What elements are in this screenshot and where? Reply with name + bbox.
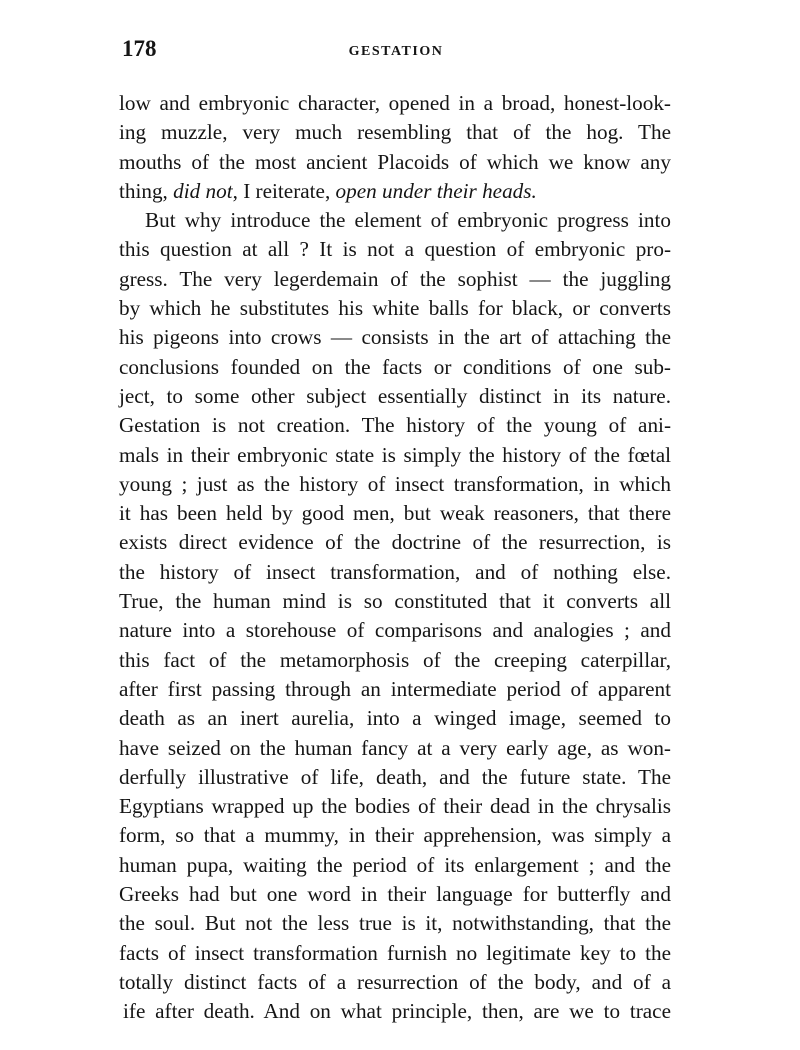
page-number: 178 <box>122 36 157 61</box>
text-line: the history of insect transformation, and of nothing else. <box>119 559 671 584</box>
text-line: young ; just as the history of insect transformation, in which <box>119 471 671 496</box>
running-title: GESTATION <box>348 44 444 59</box>
text-line: death as an inert aurelia, into a winged image, seemed to <box>119 706 671 731</box>
text-line: mals in their embryonic state is simply the history of the fœtal <box>119 442 671 467</box>
text-line: this fact of the metamorphosis of the creeping caterpillar, <box>119 647 671 672</box>
text-line: ject, to some other subject essentially distinct in its nature. <box>119 383 671 408</box>
text-line: Egyptians wrapped up the bodies of their dead in the chrysalis <box>119 794 671 819</box>
emphasis-text: did not <box>173 178 233 203</box>
text-line: facts of insect transformation furnish no legitimate key to the <box>119 940 671 965</box>
text-line: gress. The very legerdemain of the sophist — the juggling <box>119 266 671 291</box>
emphasis-text: open under their heads. <box>335 178 537 203</box>
text-line: by which he substitutes his white balls for black, or converts <box>119 296 671 321</box>
running-head <box>120 36 672 66</box>
text-line: exists direct evidence of the doctrine of the resurrection, is <box>119 530 671 555</box>
text-line: Greeks had but one word in their language for butterfly and <box>119 882 671 907</box>
body-text <box>119 89 671 1027</box>
text-line: True, the human mind is so constituted that it converts all <box>119 589 671 614</box>
text-line <box>119 177 671 206</box>
text-line: form, so that a mummy, in their apprehension, was simply a <box>119 823 671 848</box>
text-line: ing muzzle, very much resembling that of the hog. The <box>119 120 671 145</box>
text-line: have seized on the human fancy at a very early age, as won- <box>119 735 671 760</box>
text-line: conclusions founded on the facts or conditions of one sub- <box>119 354 671 379</box>
text-line: nature into a storehouse of comparisons and analogies ; and <box>119 618 671 643</box>
text-line: ife after death. And on what principle, then, are we to trace <box>123 999 671 1024</box>
text-line: Gestation is not creation. The history of the young of ani- <box>119 413 671 438</box>
text-line: it has been held by good men, but weak reasoners, that there <box>119 501 671 526</box>
paragraph-first-line: But why introduce the element of embryonic progress into <box>145 208 671 233</box>
text-line: his pigeons into crows — consists in the art of attaching the <box>119 325 671 350</box>
text-line: totally distinct facts of a resurrection of the body, and of a <box>119 969 671 994</box>
text-run: thing, <box>119 178 174 203</box>
text-line: mouths of the most ancient Placoids of which we know any <box>119 149 671 174</box>
text-line: human pupa, waiting the period of its enlargement ; and the <box>119 852 671 877</box>
text-line: the soul. But not the less true is it, notwithstanding, that the <box>119 911 671 936</box>
text-run: , I reiterate, <box>232 178 336 203</box>
text-line: after first passing through an intermediate period of apparent <box>119 676 671 701</box>
text-line: derfully illustrative of life, death, and the future state. The <box>119 764 671 789</box>
text-line: this question at all ? It is not a question of embryonic pro- <box>119 237 671 262</box>
text-line: low and embryonic character, opened in a broad, honest-look- <box>119 91 671 115</box>
